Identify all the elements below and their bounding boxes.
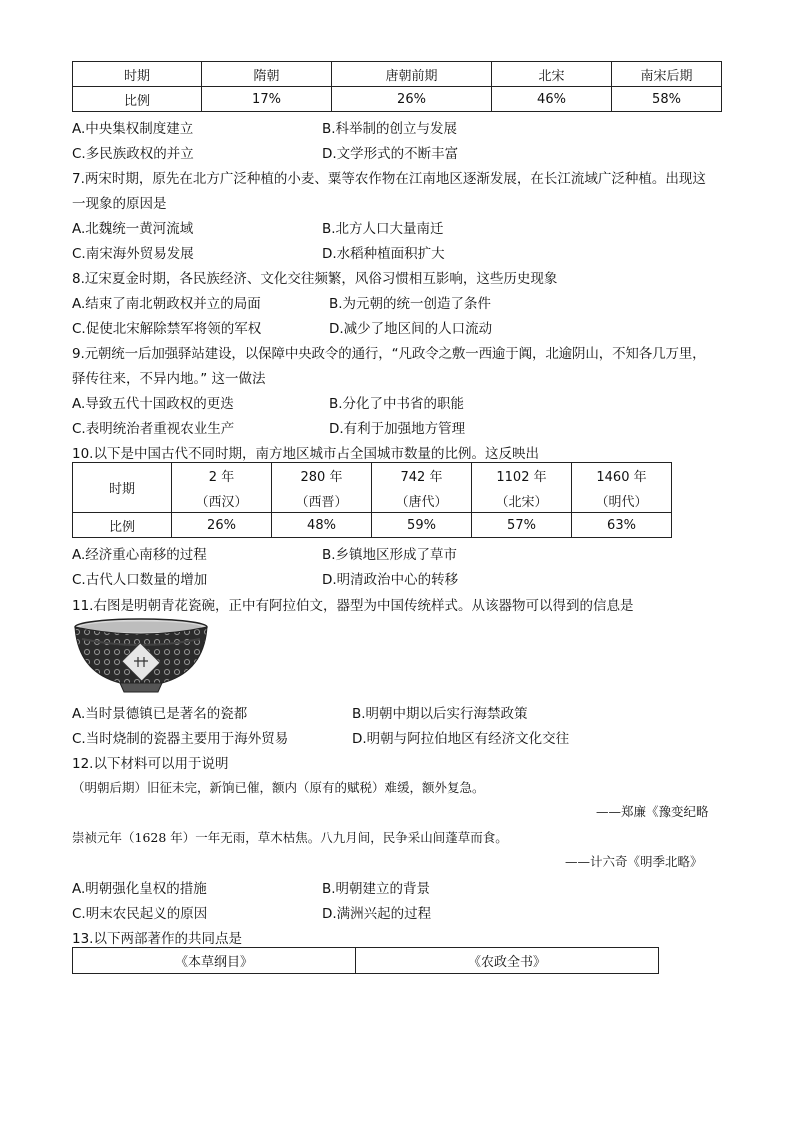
q10-option-d[interactable]: D.明清政治中心的转移 bbox=[322, 572, 459, 588]
year-label: 1102 年 bbox=[496, 469, 547, 485]
table-cell: 唐朝前期 bbox=[332, 62, 492, 87]
q12-source-1: ——郑廉《豫变纪略 bbox=[596, 804, 709, 819]
table-cell: 时期 bbox=[73, 62, 202, 87]
table-cell bbox=[572, 463, 672, 513]
q7-option-b[interactable]: B.北方人口大量南迁 bbox=[322, 221, 444, 237]
book-title: 《农政全书》 bbox=[356, 948, 659, 974]
q7-stem-line2: 一现象的原因是 bbox=[72, 196, 167, 212]
q9-stem-line2: 驿传往来，不异内地。” 这一做法 bbox=[72, 371, 266, 387]
q9-stem-line1: 9.元朝统一后加强驿站建设，以保障中央政令的通行，“凡政令之敷一西逾于阗，北逾阴山，不知各几万里， bbox=[72, 346, 706, 362]
q6-option-c[interactable]: C.多民族政权的并立 bbox=[72, 146, 194, 162]
year-label: 1460 年 bbox=[596, 469, 647, 485]
q9-option-b[interactable]: B.分化了中书省的职能 bbox=[329, 396, 465, 412]
table-cell: 南宋后期 bbox=[612, 62, 722, 87]
books-table bbox=[72, 947, 659, 974]
table-cell: 比例 bbox=[73, 513, 172, 538]
q12-option-a[interactable]: A.明朝强化皇权的措施 bbox=[72, 881, 207, 897]
table-cell: 26% bbox=[332, 87, 492, 112]
dynasty-label: （北宋） bbox=[495, 494, 548, 510]
year-label: 742 年 bbox=[400, 469, 443, 485]
q10-option-a[interactable]: A.经济重心南移的过程 bbox=[72, 547, 207, 563]
table-cell bbox=[372, 463, 472, 513]
table-cell bbox=[472, 463, 572, 513]
table-cell bbox=[172, 463, 272, 513]
q12-quote-1: （明朝后期）旧征未完，新饷已催，额内（原有的赋税）难缓，额外复急。 bbox=[72, 780, 485, 795]
q12-quote-2: 崇祯元年（1628 年）一年无雨，草木枯焦。八九月间，民争采山间蓬草而食。 bbox=[72, 830, 508, 845]
q11-option-a[interactable]: A.当时景德镇已是著名的瓷都 bbox=[72, 706, 248, 722]
q11-option-b[interactable]: B.明朝中期以后实行海禁政策 bbox=[352, 706, 528, 722]
table-cell: 58% bbox=[612, 87, 722, 112]
q8-stem: 8.辽宋夏金时期，各民族经济、文化交往频繁，风俗习惯相互影响，这些历史现象 bbox=[72, 271, 558, 287]
table-cell: 26% bbox=[172, 513, 272, 538]
table-cell: 63% bbox=[572, 513, 672, 538]
q7-option-d[interactable]: D.水稻种植面积扩大 bbox=[322, 246, 445, 262]
q9-option-c[interactable]: C.表明统治者重视农业生产 bbox=[72, 421, 235, 437]
year-label: 2 年 bbox=[208, 469, 235, 485]
q11-option-d[interactable]: D.明朝与阿拉伯地区有经济文化交往 bbox=[352, 731, 570, 747]
q10-option-c[interactable]: C.古代人口数量的增加 bbox=[72, 572, 208, 588]
city-ratio-table bbox=[72, 462, 672, 538]
table-cell: 57% bbox=[472, 513, 572, 538]
table-cell: 46% bbox=[492, 87, 612, 112]
q8-option-a[interactable]: A.结束了南北朝政权并立的局面 bbox=[72, 296, 261, 312]
blue-white-porcelain-bowl-image bbox=[72, 617, 210, 695]
q12-stem: 12.以下材料可以用于说明 bbox=[72, 756, 229, 772]
q10-option-b[interactable]: B.乡镇地区形成了草市 bbox=[322, 547, 458, 563]
table-cell: 17% bbox=[202, 87, 332, 112]
q7-option-c[interactable]: C.南宋海外贸易发展 bbox=[72, 246, 194, 262]
year-label: 280 年 bbox=[300, 469, 343, 485]
table-cell: 北宋 bbox=[492, 62, 612, 87]
q6-option-b[interactable]: B.科举制的创立与发展 bbox=[322, 121, 458, 137]
q8-option-c[interactable]: C.促使北宋解除禁军将领的军权 bbox=[72, 321, 262, 337]
q8-option-d[interactable]: D.减少了地区间的人口流动 bbox=[329, 321, 493, 337]
q12-option-c[interactable]: C.明末农民起义的原因 bbox=[72, 906, 208, 922]
dynasty-label: （明代） bbox=[595, 494, 648, 510]
table-cell: 比例 bbox=[73, 87, 202, 112]
q12-option-b[interactable]: B.明朝建立的背景 bbox=[322, 881, 431, 897]
table-cell: 48% bbox=[272, 513, 372, 538]
q13-stem: 13.以下两部著作的共同点是 bbox=[72, 931, 242, 947]
q9-option-d[interactable]: D.有利于加强地方管理 bbox=[329, 421, 466, 437]
q8-option-b[interactable]: B.为元朝的统一创造了条件 bbox=[329, 296, 492, 312]
ratio-table-1 bbox=[72, 61, 722, 112]
q9-option-a[interactable]: A.导致五代十国政权的更迭 bbox=[72, 396, 234, 412]
table-cell: 隋朝 bbox=[202, 62, 332, 87]
dynasty-label: （西汉） bbox=[195, 494, 248, 510]
dynasty-label: （西晋） bbox=[295, 494, 348, 510]
q7-stem-line1: 7.两宋时期，原先在北方广泛种植的小麦、粟等农作物在江南地区逐渐发展，在长江流域广泛种植。出现这 bbox=[72, 171, 706, 187]
q12-source-2: ——计六奇《明季北略》 bbox=[565, 854, 703, 869]
q7-option-a[interactable]: A.北魏统一黄河流域 bbox=[72, 221, 194, 237]
book-title: 《本草纲目》 bbox=[73, 948, 356, 974]
q6-option-a[interactable]: A.中央集权制度建立 bbox=[72, 121, 194, 137]
q10-stem: 10.以下是中国古代不同时期，南方地区城市占全国城市数量的比例。这反映出 bbox=[72, 446, 539, 462]
table-cell: 时期 bbox=[73, 463, 172, 513]
q11-option-c[interactable]: C.当时烧制的瓷器主要用于海外贸易 bbox=[72, 731, 289, 747]
q12-option-d[interactable]: D.满洲兴起的过程 bbox=[322, 906, 432, 922]
dynasty-label: （唐代） bbox=[395, 494, 448, 510]
table-cell bbox=[272, 463, 372, 513]
table-cell: 59% bbox=[372, 513, 472, 538]
q11-stem: 11.右图是明朝青花瓷碗，正中有阿拉伯文，器型为中国传统样式。从该器物可以得到的信息是 bbox=[72, 598, 634, 614]
q6-option-d[interactable]: D.文学形式的不断丰富 bbox=[322, 146, 459, 162]
